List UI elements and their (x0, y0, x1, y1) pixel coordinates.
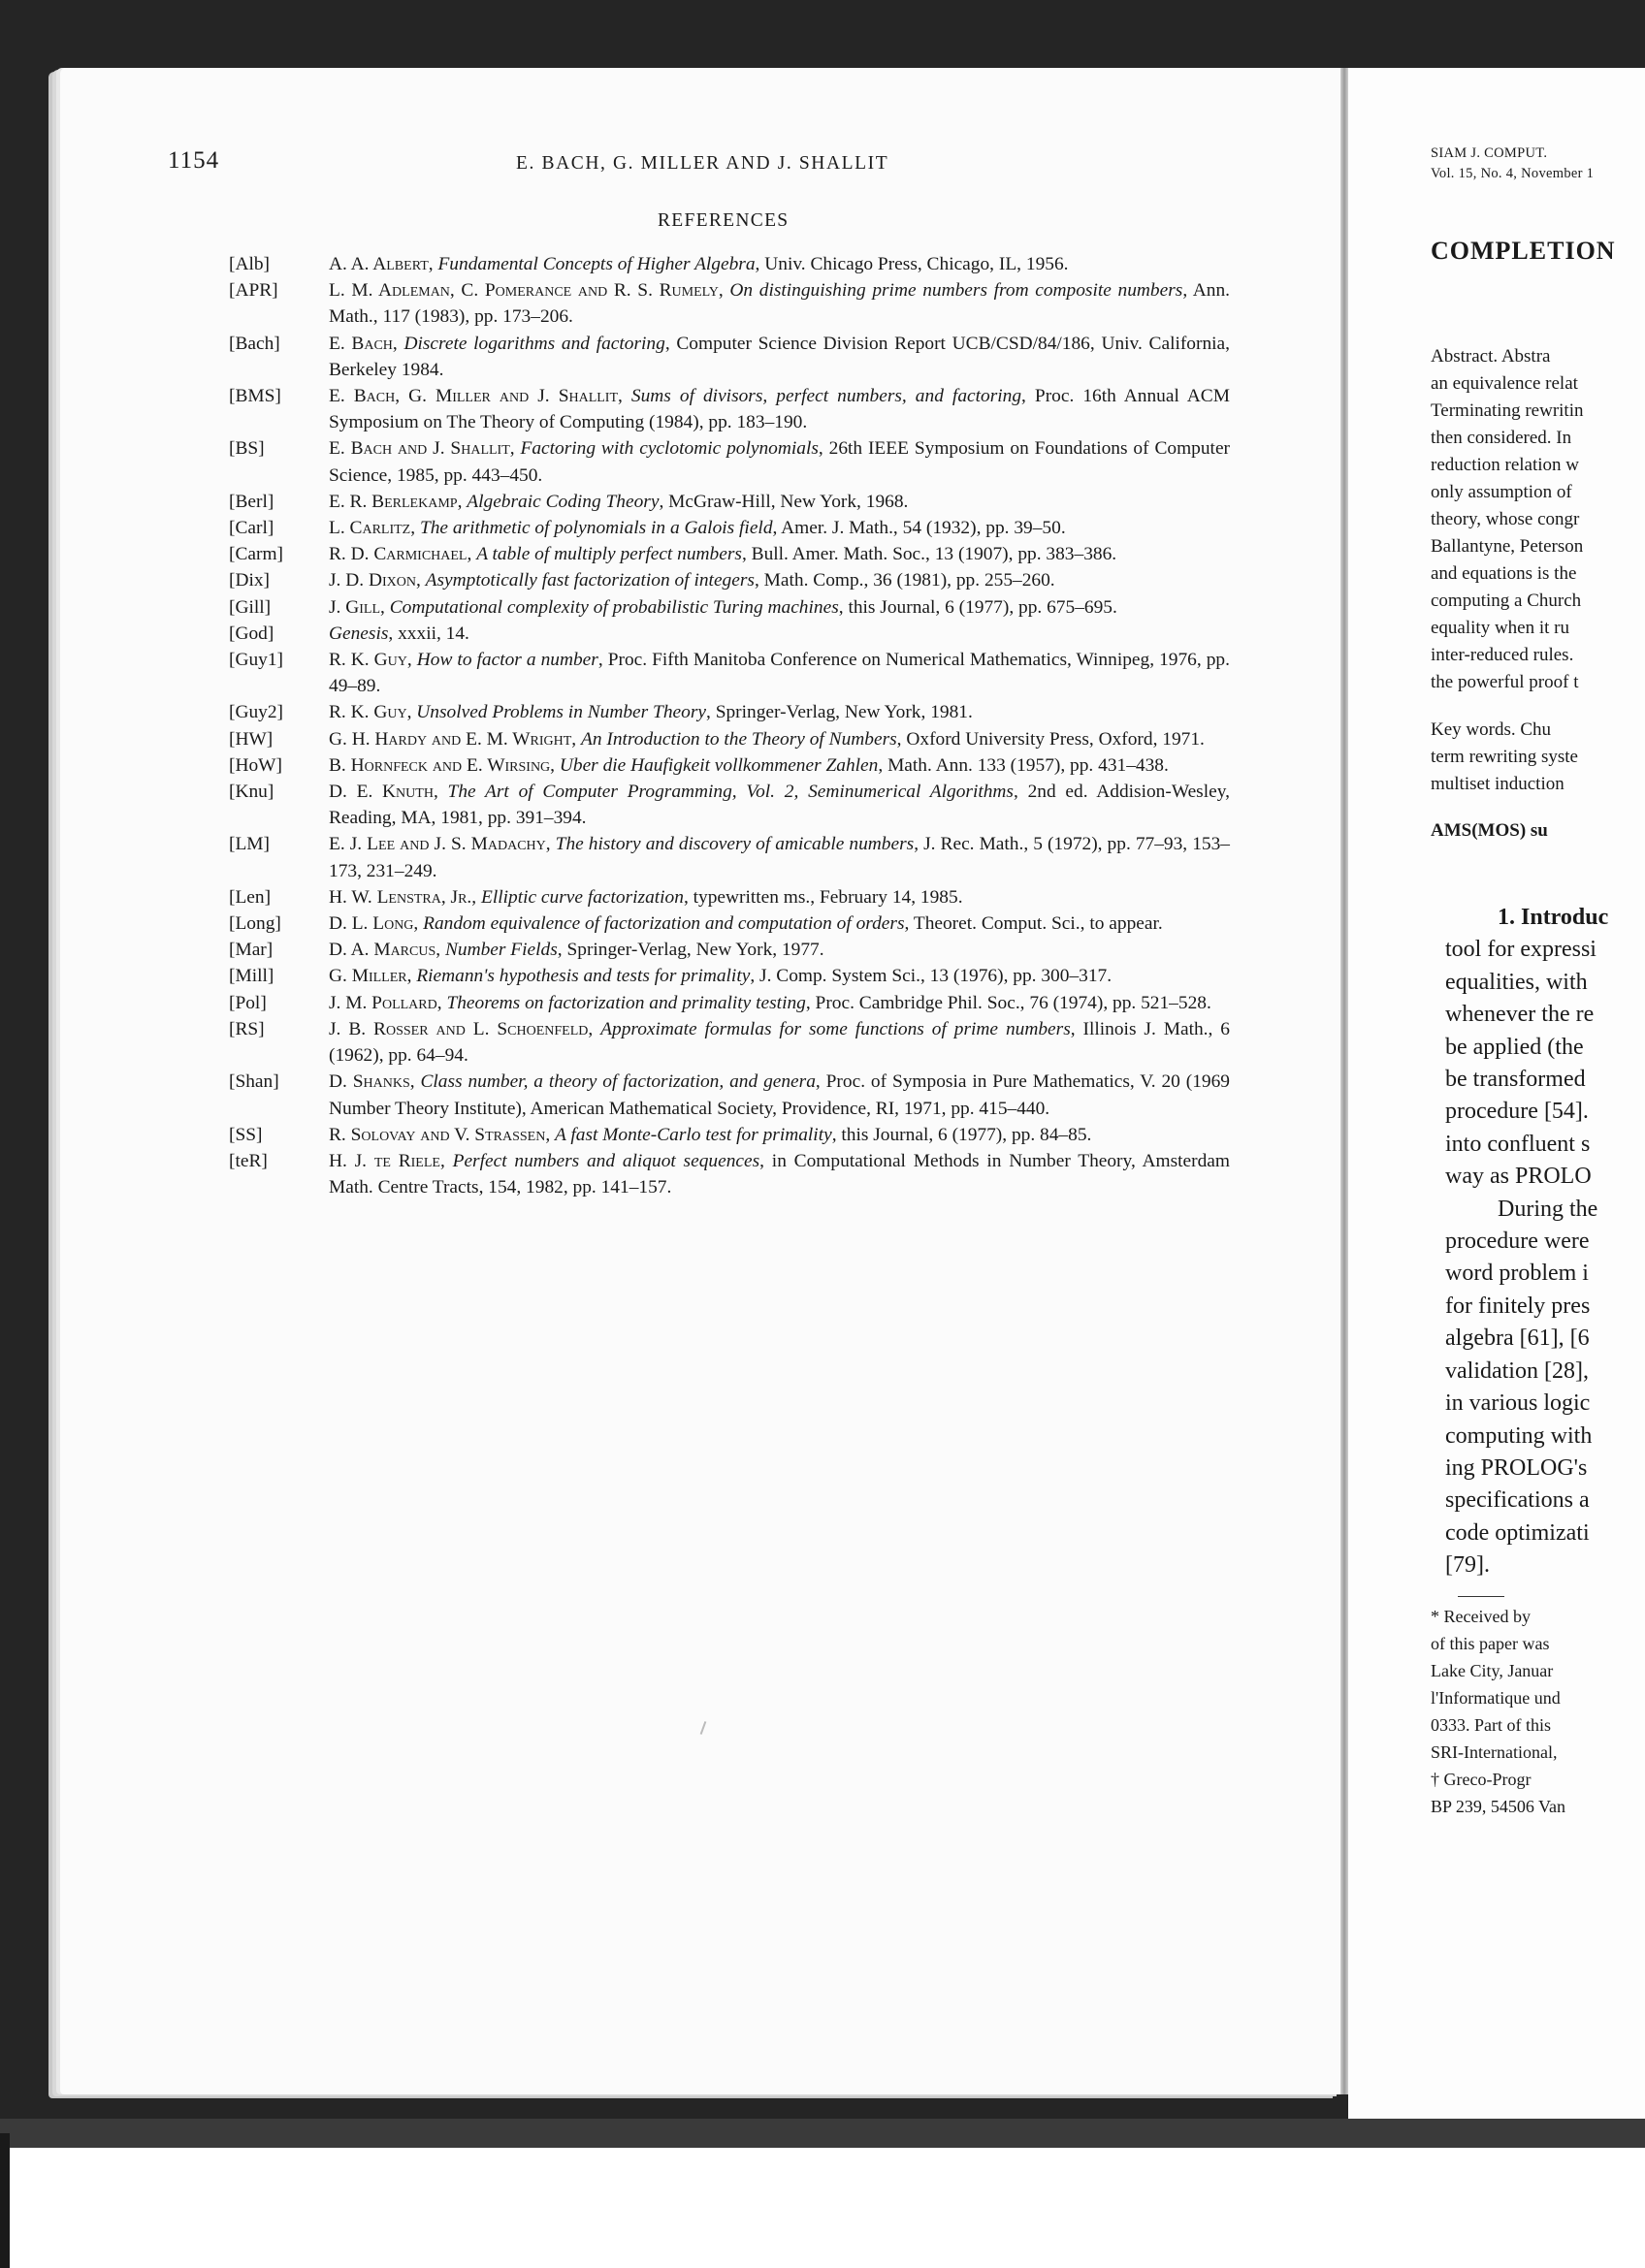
reference-author: H. W. Lenstra, Jr. (329, 886, 472, 908)
reference-key: [Knu] (229, 782, 274, 803)
reference-key: [APR] (229, 280, 278, 302)
abstract-line: Ballantyne, Peterson (1431, 536, 1584, 557)
reference-entry (229, 541, 1230, 567)
reference-details: , Proc. Cambridge Phil. Soc., 76 (1974), pp. 521–528. (805, 992, 1211, 1013)
abstract-line: computing a Church (1431, 591, 1582, 611)
reference-text: H. W. Lenstra, Jr., Elliptic curve factorization, typewritten ms., February 14, 1985. (329, 886, 963, 908)
intro-line: specifications a (1445, 1487, 1590, 1514)
reference-key: [Gill] (229, 596, 272, 618)
article-title-fragment: COMPLETION (1431, 237, 1616, 265)
reference-entry (229, 567, 1230, 593)
reference-details: , Amer. J. Math., 54 (1932), pp. 39–50. (772, 518, 1066, 539)
reference-author: J. D. Dixon (329, 570, 416, 591)
reference-entry (229, 884, 1230, 910)
reference-title: Theorems on factorization and primality testing (446, 992, 806, 1013)
abstract-line: Abstract. Abstra (1431, 346, 1551, 367)
intro-line: code optimizati (1445, 1519, 1590, 1546)
footnote-line: of this paper was (1431, 1634, 1550, 1653)
intro-line: be applied (the (1445, 1034, 1584, 1060)
reference-text: R. D. Carmichael, A table of multiply perfect numbers, Bull. Amer. Math. Soc., 13 (1907), pp. 383–386. (329, 544, 1117, 565)
intro-line: way as PROLO (1445, 1164, 1592, 1190)
intro-line: During the (1498, 1196, 1598, 1222)
reference-entry (229, 990, 1230, 1016)
intro-line: tool for expressi (1445, 937, 1597, 963)
reference-title: Approximate formulas for some functions of prime numbers (600, 1018, 1071, 1039)
reference-text: E. Bach and J. Shallit, Factoring with cyclotomic polynomials, 26th IEEE Symposium on Foundations of Computer Science, 1985, pp. 443–450. (329, 438, 1231, 486)
keywords-line: multiset induction (1431, 774, 1564, 794)
reference-key: [teR] (229, 1150, 268, 1171)
reference-entry (229, 1122, 1230, 1148)
journal-name: SIAM J. COMPUT. (1431, 145, 1548, 161)
reference-text: G. Miller, Riemann's hypothesis and tests for primality, J. Comp. System Sci., 13 (1976), pp. 300–317. (329, 966, 1113, 987)
footnote-line: SRI-International, (1431, 1742, 1558, 1762)
reference-key: [Mill] (229, 966, 274, 987)
reference-text: E. Bach, Discrete logarithms and factoring, Computer Science Division Report UCB/CSD/84/186, Univ. California, Berkeley 1984. (329, 333, 1230, 380)
reference-entry (229, 515, 1230, 541)
abstract-line: reduction relation w (1431, 455, 1580, 475)
reference-entry (229, 647, 1230, 699)
reference-text: G. H. Hardy and E. M. Wright, An Introduction to the Theory of Numbers, Oxford University Press, Oxford, 1971. (329, 728, 1205, 750)
reference-author: G. Miller (329, 966, 407, 987)
section-title: REFERENCES (658, 210, 790, 231)
reference-key: [Long] (229, 913, 281, 935)
intro-line: for finitely pres (1445, 1293, 1591, 1319)
reference-details: , Springer-Verlag, New York, 1977. (557, 940, 824, 961)
reference-title: Class number, a theory of factorization, and genera (420, 1071, 816, 1093)
reference-text: R. Solovay and V. Strassen, A fast Monte-Carlo test for primality, this Journal, 6 (1977), pp. 84–85. (329, 1124, 1092, 1145)
reference-key: [God] (229, 623, 274, 644)
reference-details: , Math. Ann. 133 (1957), pp. 431–438. (878, 754, 1169, 776)
reference-key: [HoW] (229, 754, 282, 776)
reference-title: Elliptic curve factorization (481, 886, 684, 908)
intro-line: equalities, with (1445, 969, 1588, 995)
reference-key: [Guy1] (229, 650, 284, 671)
reference-title: How to factor a number (416, 650, 598, 671)
footnote-line: l'Informatique und (1431, 1688, 1561, 1708)
reference-title: On distinguishing prime numbers from composite numbers (729, 280, 1183, 302)
reference-entry (229, 1016, 1230, 1069)
reference-entry (229, 699, 1230, 725)
reference-key: [SS] (229, 1124, 263, 1145)
reference-author: D. L. Long (329, 913, 414, 935)
reference-details: , Computer Science Division Report UCB/CSD/84/186, Univ. California, Berkeley 1984. (329, 333, 1230, 380)
reference-details: , this Journal, 6 (1977), pp. 84–85. (831, 1124, 1092, 1145)
intro-line: procedure [54]. (1445, 1099, 1589, 1125)
abstract-line: inter-reduced rules. (1431, 645, 1574, 665)
reference-list (229, 251, 1230, 1200)
reference-title: Asymptotically fast factorization of integers (425, 570, 755, 591)
reference-text (329, 621, 1230, 647)
reference-details: , McGraw-Hill, New York, 1968. (659, 491, 909, 512)
abstract-line: an equivalence relat (1431, 373, 1578, 394)
reference-title: Factoring with cyclotomic polynomials (520, 438, 819, 460)
reference-entry (229, 251, 1230, 277)
reference-details: , this Journal, 6 (1977), pp. 675–695. (838, 596, 1117, 618)
abstract-line: then considered. In (1431, 428, 1572, 448)
introduction-fragment (1445, 902, 1645, 1582)
reference-author: R. K. Guy (329, 650, 407, 671)
footnote-line: Lake City, Januar (1431, 1661, 1554, 1680)
reference-entry (229, 937, 1230, 963)
reference-key: [Carl] (229, 518, 274, 539)
intro-line: validation [28], (1445, 1358, 1589, 1384)
reference-author: E. Bach, G. Miller and J. Shallit (329, 386, 619, 407)
reference-title: Genesis (329, 623, 389, 644)
footnote-rule (1458, 1596, 1504, 1597)
reference-title: The arithmetic of polynomials in a Galois field (419, 518, 773, 539)
abstract-line: theory, whose congr (1431, 509, 1580, 529)
footnote-line: † Greco-Progr (1431, 1770, 1532, 1789)
reference-details: , Proc. Fifth Manitoba Conference on Numerical Mathematics, Winnipeg, 1976, pp. 49–89. (329, 650, 1230, 697)
intro-line: algebra [61], [6 (1445, 1326, 1590, 1352)
reference-author: E. J. Lee and J. S. Madachy (329, 834, 546, 855)
intro-line: into confluent s (1445, 1131, 1591, 1157)
reference-key: [Berl] (229, 491, 274, 512)
reference-key: [Alb] (229, 254, 271, 274)
reference-author: R. Solovay and V. Strassen (329, 1124, 546, 1145)
reference-details: , Bull. Amer. Math. Soc., 13 (1907), pp. 383–386. (741, 544, 1117, 565)
reference-key: [Bach] (229, 333, 280, 354)
reference-text: H. J. te Riele, Perfect numbers and aliquot sequences, in Computational Methods in Number Theory, Amsterdam Math. Centre Tracts, 154, 1982, pp. 141–157. (329, 1150, 1230, 1198)
running-head: E. BACH, G. MILLER AND J. SHALLIT (516, 153, 889, 174)
reference-text: E. R. Berlekamp, Algebraic Coding Theory, McGraw-Hill, New York, 1968. (329, 491, 909, 512)
reference-author: J. M. Pollard (329, 992, 437, 1013)
abstract-line: only assumption of (1431, 482, 1572, 502)
reference-details: , Springer-Verlag, New York, 1981. (706, 702, 973, 723)
keywords-line: Key words. Chu (1431, 719, 1552, 740)
reference-title: Sums of divisors, perfect numbers, and factoring (630, 386, 1022, 407)
reference-title: Algebraic Coding Theory (467, 491, 660, 512)
reference-details: , Illinois J. Math., 6 (1962), pp. 64–94. (329, 1018, 1230, 1067)
abstract-line: equality when it ru (1431, 618, 1569, 638)
reference-title: The Art of Computer Programming, Vol. 2, Seminumerical Algorithms (447, 782, 1014, 803)
reference-key: [BS] (229, 438, 265, 460)
reference-text: E. Bach, G. Miller and J. Shallit, Sums of divisors, perfect numbers, and factoring, Proc. 16th Annual ACM Symposium on The Theory of Computing (1984), pp. 183–190. (329, 386, 1230, 433)
reference-entry (229, 1148, 1230, 1200)
reference-author: G. H. Hardy and E. M. Wright (329, 728, 572, 750)
reference-text: L. M. Adleman, C. Pomerance and R. S. Rumely, On distinguishing prime numbers from composite numbers, Ann. Math., 117 (1983), pp. 173–206. (329, 280, 1230, 328)
reference-details: , in Computational Methods in Number Theory, Amsterdam Math. Centre Tracts, 154, 1982, pp. 141–157. (329, 1150, 1230, 1198)
reference-entry (229, 277, 1230, 330)
reference-entry (229, 726, 1230, 752)
reference-key: [HW] (229, 728, 274, 750)
reference-details: , Oxford University Press, Oxford, 1971. (896, 728, 1205, 750)
reference-details: , xxxii, 14. (388, 623, 469, 644)
intro-line: [79]. (1445, 1552, 1490, 1579)
reference-text: D. A. Marcus, Number Fields, Springer-Verlag, New York, 1977. (329, 940, 824, 961)
intro-heading: 1. Introduc (1498, 905, 1609, 930)
reference-details: , J. Comp. System Sci., 13 (1976), pp. 300–317. (750, 966, 1113, 987)
reference-title: Unsolved Problems in Number Theory (416, 702, 706, 723)
reference-title: Fundamental Concepts of Higher Algebra (437, 254, 756, 274)
reference-author: D. E. Knuth (329, 782, 434, 803)
reference-author: E. Bach and J. Shallit (329, 438, 510, 460)
reference-details: , 2nd ed. Addision-Wesley, Reading, MA, 1981, pp. 391–394. (329, 782, 1230, 829)
intro-line: be transformed (1445, 1067, 1586, 1093)
reference-details: , J. Rec. Math., 5 (1972), pp. 77–93, 153–173, 231–249. (329, 834, 1230, 881)
abstract-line: Terminating rewritin (1431, 400, 1584, 421)
reference-details: , 26th IEEE Symposium on Foundations of Computer Science, 1985, pp. 443–450. (329, 438, 1231, 486)
reference-text: B. Hornfeck and E. Wirsing, Uber die Haufigkeit vollkommener Zahlen, Math. Ann. 133 (1957), pp. 431–438. (329, 754, 1169, 776)
reference-details: , Theoret. Comput. Sci., to appear. (904, 913, 1163, 935)
reference-key: [Pol] (229, 992, 267, 1013)
reference-title: Discrete logarithms and factoring (403, 333, 665, 354)
reference-title: A table of multiply perfect numbers (476, 544, 742, 565)
reference-text: E. J. Lee and J. S. Madachy, The history and discovery of amicable numbers, J. Rec. Math., 5 (1972), pp. 77–93, 153–173, 231–249. (329, 834, 1230, 881)
reference-text: J. M. Pollard, Theorems on factorization and primality testing, Proc. Cambridge Phil. Soc., 76 (1974), pp. 521–528. (329, 992, 1211, 1013)
reference-entry (229, 435, 1230, 488)
scan-edge-band (0, 2119, 1645, 2148)
reference-author: L. M. Adleman, C. Pomerance and R. S. Rumely (329, 280, 719, 302)
intro-line: whenever the re (1445, 1002, 1595, 1028)
keywords-fragment (1431, 717, 1645, 798)
reference-details: , Proc. 16th Annual ACM Symposium on The Theory of Computing (1984), pp. 183–190. (329, 386, 1230, 433)
reference-text: D. E. Knuth, The Art of Computer Programming, Vol. 2, Seminumerical Algorithms, 2nd ed. Addision-Wesley, Reading, MA, 1981, pp. 391–394. (329, 782, 1230, 829)
reference-key: [BMS] (229, 386, 281, 407)
reference-author: H. J. te Riele (329, 1150, 440, 1171)
reference-entry (229, 594, 1230, 621)
reference-entry (229, 752, 1230, 779)
reference-title: Random equivalence of factorization and computation of orders (423, 913, 905, 935)
intro-line: word problem i (1445, 1261, 1589, 1287)
intro-line: procedure were (1445, 1229, 1590, 1255)
reference-title: An Introduction to the Theory of Numbers (581, 728, 897, 750)
reference-title: Number Fields (444, 940, 558, 961)
scan-left-strip (0, 2133, 10, 2268)
reference-text: R. K. Guy, How to factor a number, Proc. Fifth Manitoba Conference on Numerical Mathematics, Winnipeg, 1976, pp. 49–89. (329, 650, 1230, 697)
journal-header (1431, 144, 1645, 184)
footnote-line: * Received by (1431, 1607, 1531, 1626)
reference-entry (229, 779, 1230, 831)
keywords-line: term rewriting syste (1431, 747, 1578, 767)
reference-details: , Math. Comp., 36 (1981), pp. 255–260. (754, 570, 1055, 591)
reference-text: D. Shanks, Class number, a theory of factorization, and genera, Proc. of Symposia in Pure Mathematics, V. 20 (1969 Number Theory Institute), American Mathematical Society, Providence, RI, 1971, pp. 415–440. (329, 1071, 1230, 1119)
reference-author: B. Hornfeck and E. Wirsing (329, 754, 551, 776)
reference-entry (229, 331, 1230, 383)
reference-text: A. A. Albert, Fundamental Concepts of Higher Algebra, Univ. Chicago Press, Chicago, IL, 1956. (329, 254, 1069, 274)
reference-details: , typewritten ms., February 14, 1985. (683, 886, 963, 908)
reference-title: Riemann's hypothesis and tests for primality (416, 966, 751, 987)
footnotes-fragment (1431, 1603, 1645, 1820)
reference-key: [RS] (229, 1018, 265, 1039)
reference-entry (229, 910, 1230, 937)
journal-volume: Vol. 15, No. 4, November 1 (1431, 166, 1595, 181)
reference-title: Perfect numbers and aliquot sequences (452, 1150, 760, 1171)
reference-author: E. Bach (329, 333, 393, 354)
reference-key: [Mar] (229, 940, 274, 961)
reference-details: , Ann. Math., 117 (1983), pp. 173–206. (329, 280, 1230, 328)
reference-text: L. Carlitz, The arithmetic of polynomials in a Galois field, Amer. J. Math., 54 (1932), pp. 39–50. (329, 518, 1066, 539)
page-number: 1154 (168, 147, 220, 174)
reference-text: J. B. Rosser and L. Schoenfeld, Approximate formulas for some functions of prime numbers, Illinois J. Math., 6 (1962), pp. 64–94. (329, 1018, 1230, 1067)
footnote-line: BP 239, 54506 Van (1431, 1797, 1566, 1816)
ams-classification-fragment: AMS(MOS) su (1431, 820, 1548, 841)
reference-text: J. D. Dixon, Asymptotically fast factorization of integers, Math. Comp., 36 (1981), pp. 255–260. (329, 570, 1055, 591)
intro-line: computing with (1445, 1422, 1593, 1449)
abstract-line: the powerful proof t (1431, 672, 1579, 692)
reference-entry (229, 1069, 1230, 1121)
reference-key: [Guy2] (229, 702, 284, 723)
reference-details: , Univ. Chicago Press, Chicago, IL, 1956. (755, 254, 1069, 274)
reference-entry (229, 621, 1230, 647)
reference-author: L. Carlitz (329, 518, 411, 539)
book-spine (1340, 68, 1348, 2094)
reference-author: E. R. Berlekamp (329, 491, 458, 512)
reference-author: J. Gill (329, 596, 381, 618)
footnote-line: 0333. Part of this (1431, 1715, 1551, 1735)
reference-entry (229, 489, 1230, 515)
reference-text: J. Gill, Computational complexity of probabilistic Turing machines, this Journal, 6 (1977), pp. 675–695. (329, 596, 1117, 618)
reference-entry (229, 383, 1230, 435)
reference-entry (229, 831, 1230, 883)
reference-author: R. K. Guy (329, 702, 407, 723)
reference-author: D. Shanks (329, 1071, 410, 1093)
abstract-fragment (1431, 343, 1645, 696)
reference-key: [Len] (229, 886, 272, 908)
reference-title: A fast Monte-Carlo test for primality (555, 1124, 832, 1145)
reference-text: R. K. Guy, Unsolved Problems in Number Theory, Springer-Verlag, New York, 1981. (329, 702, 973, 723)
reference-key: [LM] (229, 834, 271, 855)
reference-details: , Proc. of Symposia in Pure Mathematics, V. 20 (1969 Number Theory Institute), American Mathematical Society, Providence, RI, 1971, pp. 415–440. (329, 1071, 1230, 1119)
intro-line: ing PROLOG's (1445, 1454, 1588, 1481)
reference-key: [Shan] (229, 1071, 279, 1093)
reference-author: A. A. Albert (329, 254, 429, 274)
reference-author: J. B. Rosser and L. Schoenfeld (329, 1018, 589, 1039)
reference-text: D. L. Long, Random equivalence of factorization and computation of orders, Theoret. Comput. Sci., to appear. (329, 913, 1163, 935)
reference-key: [Carm] (229, 544, 283, 565)
reference-title: The history and discovery of amicable numbers (555, 834, 915, 855)
reference-author: D. A. Marcus (329, 940, 436, 961)
reference-author: R. D. Carmichael (329, 544, 468, 565)
intro-line: in various logic (1445, 1390, 1591, 1417)
abstract-line: and equations is the (1431, 563, 1577, 584)
reference-entry (229, 963, 1230, 989)
reference-key: [Dix] (229, 570, 271, 591)
reference-title: Uber die Haufigkeit vollkommener Zahlen (559, 754, 879, 776)
reference-title: Computational complexity of probabilistic Turing machines (389, 596, 839, 618)
